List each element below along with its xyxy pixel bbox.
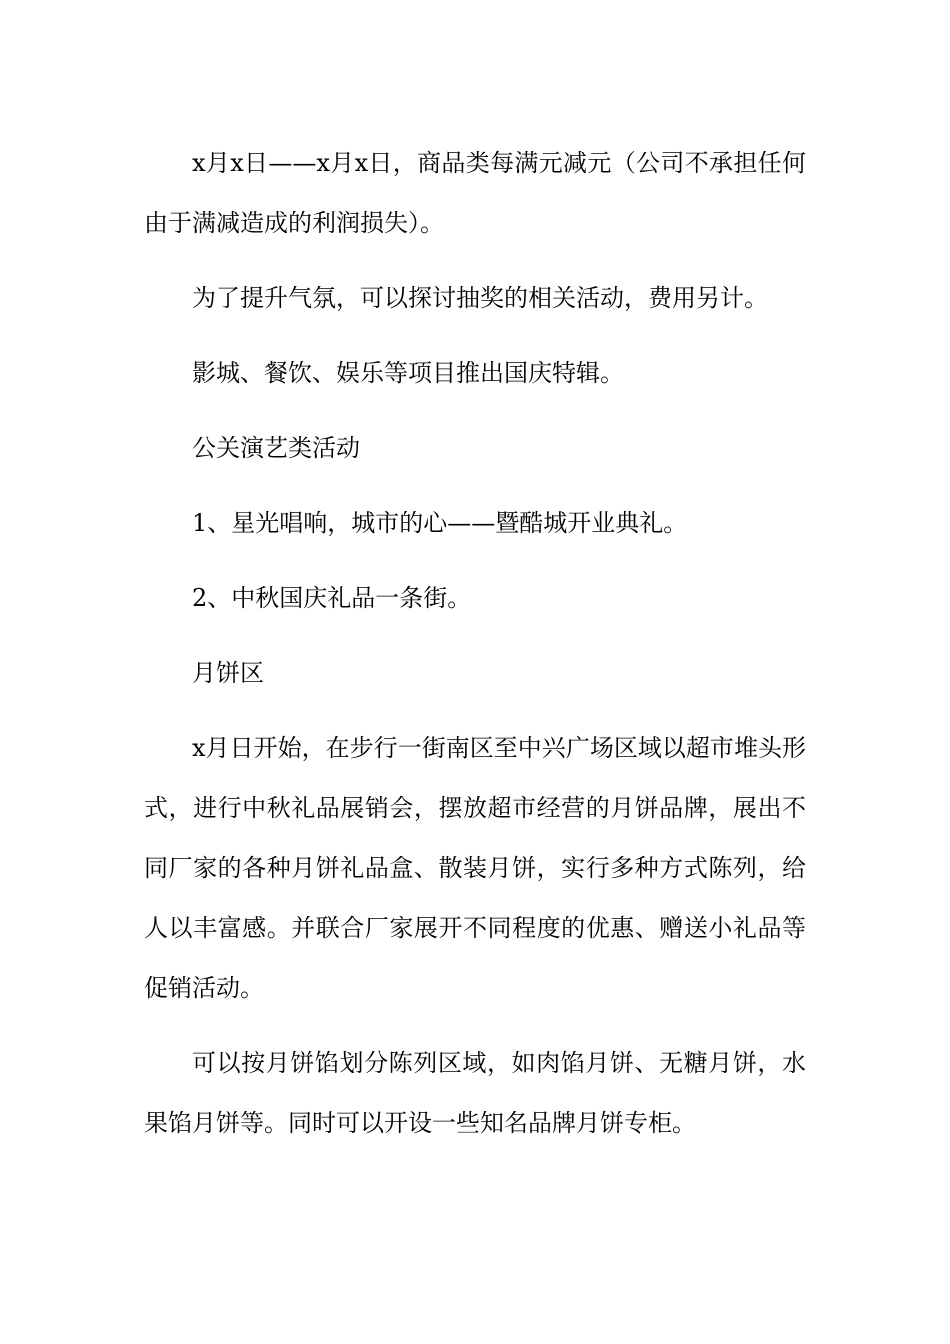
paragraph-mooncake-exhibition: x月日开始，在步行一街南区至中兴广场区域以超市堆头形式，进行中秋礼品展销会，摆放超市经营的月饼品牌，展出不同厂家的各种月饼礼品盒、散装月饼，实行多种方式陈列，给人以丰富感。并联合厂家展开不同程度的优惠、赠送小礼品等促销活动。: [144, 734, 806, 1002]
paragraph-lottery: 为了提升气氛，可以探讨抽奖的相关活动，费用另计。: [192, 284, 768, 312]
paragraph-item-2: 2、中秋国庆礼品一条街。: [192, 584, 472, 612]
paragraph-mooncake-heading: 月饼区: [192, 659, 264, 687]
paragraph-promotion-discount: x月x日——x月x日，商品类每满元减元（公司不承担任何由于满减造成的利润损失）。: [144, 149, 806, 237]
paragraph-pr-heading: 公关演艺类活动: [192, 434, 360, 462]
paragraph-entertainment: 影城、餐饮、娱乐等项目推出国庆特辑。: [192, 359, 624, 387]
paragraph-item-1: 1、星光唱响，城市的心——暨酷城开业典礼。: [192, 509, 688, 537]
document-body: [144, 133, 806, 1168]
paragraph-mooncake-display: 可以按月饼馅划分陈列区域，如肉馅月饼、无糖月饼，水果馅月饼等。同时可以开设一些知名品牌月饼专柜。: [144, 1049, 806, 1137]
